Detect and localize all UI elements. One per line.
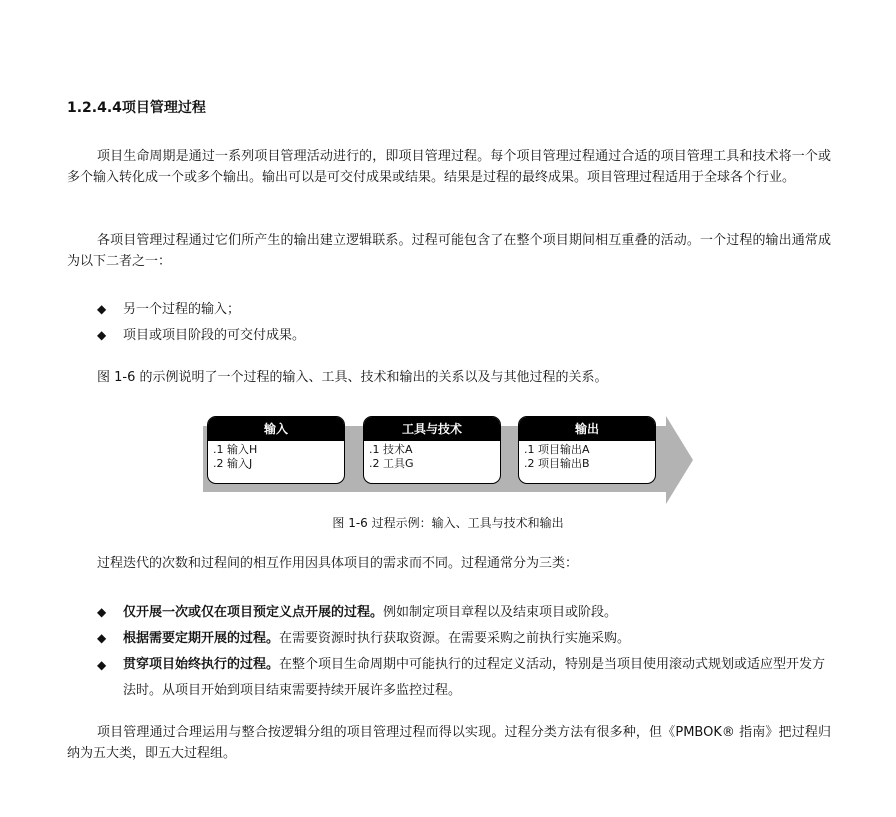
list-item-text: 项目或项目阶段的可交付成果。 <box>123 328 306 343</box>
figure-caption: 图 1-6 过程示例：输入、工具与技术和输出 <box>332 516 564 530</box>
list-item-bold: 根据需要定期开展的过程。 <box>123 631 280 646</box>
output-box-title: 输出 <box>519 417 655 441</box>
output-box <box>518 416 656 484</box>
diamond-bullet-icon: ◆ <box>97 658 107 672</box>
diamond-bullet-icon: ◆ <box>97 631 107 645</box>
list-item-text <box>123 602 617 623</box>
diamond-bullet-icon: ◆ <box>97 605 107 619</box>
list-item-text <box>123 628 630 649</box>
input-box <box>207 416 345 484</box>
paragraph-intro: 项目生命周期是通过一系列项目管理活动进行的，即项目管理过程。每个项目管理过程通过合适的项目管理工具和技术将一个或多个输入转化成一个或多个输出。输出可以是可交付成果或结果。结果是过程的最终成果。项目管理过程适用于全球各个行业。 <box>67 149 831 185</box>
tools-box-item: .2 工具G <box>369 457 414 470</box>
tools-box-item: .1 技术A <box>369 443 413 456</box>
paragraph-figure-ref: 图 1-6 的示例说明了一个过程的输入、工具、技术和输出的关系以及与其他过程的关系。 <box>97 370 608 385</box>
input-box-item: .1 输入H <box>213 443 258 456</box>
output-box-item: .2 项目输出B <box>524 457 590 470</box>
paragraph-logic: 各项目管理过程通过它们所产生的输出建立逻辑联系。过程可能包含了在整个项目期间相互重叠的活动。一个过程的输出通常成为以下二者之一： <box>67 233 831 269</box>
tools-box-title: 工具与技术 <box>364 417 500 441</box>
section-heading: 1.2.4.4项目管理过程 <box>67 100 206 116</box>
list-item-text <box>123 652 831 704</box>
list-item-rest: 在整个项目生命周期中可能执行的过程定义活动，特别是当项目使用滚动式规划或适应型开发方法时。从项目开始到项目结束需要持续开展许多监控过程。 <box>123 657 826 698</box>
diamond-bullet-icon: ◆ <box>97 328 107 342</box>
process-diagram <box>200 414 696 506</box>
tools-box <box>363 416 501 484</box>
paragraph-process-types: 过程迭代的次数和过程间的相互作用因具体项目的需求而不同。过程通常分为三类： <box>97 556 579 571</box>
list-item-rest: 在需要资源时执行获取资源。在需要采购之前执行实施采购。 <box>279 631 631 646</box>
list-item-rest: 例如制定项目章程以及结束项目或阶段。 <box>383 605 618 620</box>
input-box-item: .2 输入J <box>213 457 253 470</box>
list-item-bold: 贯穿项目始终执行的过程。 <box>123 657 280 672</box>
list-item-text: 另一个过程的输入； <box>123 302 241 317</box>
output-box-item: .1 项目输出A <box>524 443 590 456</box>
paragraph-process-groups: 项目管理通过合理运用与整合按逻辑分组的项目管理过程而得以实现。过程分类方法有很多种，但《PMBOK® 指南》把过程归纳为五大类，即五大过程组。 <box>67 725 831 761</box>
list-item-bold: 仅开展一次或仅在项目预定义点开展的过程。 <box>123 605 384 620</box>
diamond-bullet-icon: ◆ <box>97 302 107 316</box>
input-box-title: 输入 <box>208 417 344 441</box>
